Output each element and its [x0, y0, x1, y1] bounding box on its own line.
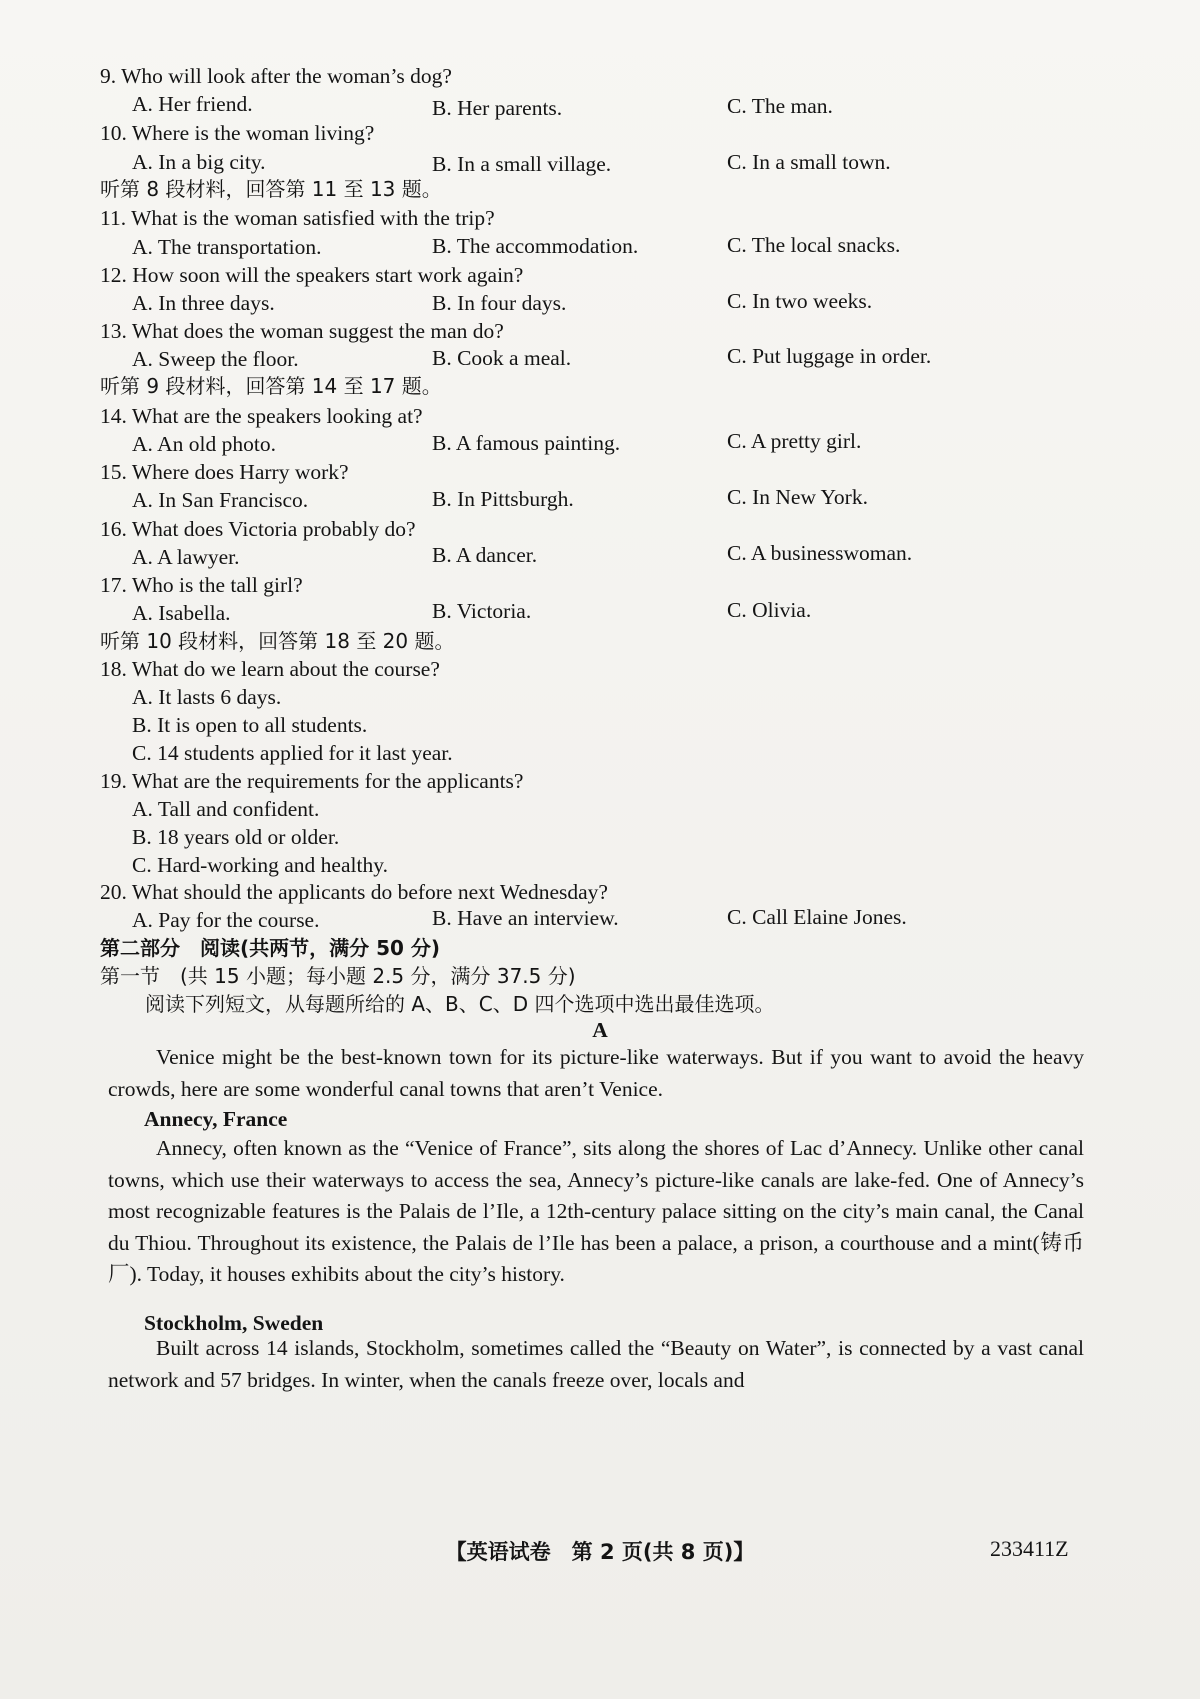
option-b: B. In four days.: [432, 291, 567, 315]
question-stem: 14. What are the speakers looking at?: [100, 404, 423, 428]
option-a: A. It lasts 6 days.: [132, 685, 282, 709]
option-a: A. In three days.: [132, 291, 275, 315]
option-a: A. Pay for the course.: [132, 908, 320, 932]
option-b: B. The accommodation.: [432, 234, 639, 258]
page-footer: 【英语试卷 第 2 页(共 8 页)】: [445, 1540, 755, 1564]
option-a: A. Her friend.: [132, 92, 253, 116]
section-heading: 听第 10 段材料，回答第 18 至 20 题。: [100, 629, 455, 653]
option-c: C. The man.: [727, 94, 833, 118]
option-a: A. The transportation.: [132, 235, 322, 259]
subheading-annecy: Annecy, France: [144, 1107, 288, 1131]
option-c: C. Call Elaine Jones.: [727, 905, 907, 929]
paper-code: 233411Z: [990, 1536, 1069, 1561]
option-c: C. Hard-working and healthy.: [132, 853, 388, 877]
paragraph: Annecy, often known as the “Venice of France”, sits along the shores of Lac d’Annecy. Unlike other canal towns, which use their waterways to access the sea, Annecy’s picture-like canals are lake-fed. One of Annecy’s most recognizable features is the Palais de l’Ile, a 12th-century palace sitting on the city’s main canal, the Canal du Thiou. Throughout its existence, the Palais de l’Ile has been a palace, a prison, a courthouse and a mint(铸币厂). Today, it houses exhibits about the city’s history.: [108, 1136, 1084, 1286]
option-b: B. Her parents.: [432, 96, 563, 120]
question-stem: 9. Who will look after the woman’s dog?: [100, 64, 452, 88]
option-c: C. Put luggage in order.: [727, 344, 932, 368]
passage-label: A: [592, 1018, 608, 1042]
question-stem: 16. What does Victoria probably do?: [100, 517, 416, 541]
option-b: B. It is open to all students.: [132, 713, 368, 737]
option-a: A. An old photo.: [132, 432, 276, 456]
question-stem: 12. How soon will the speakers start work again?: [100, 263, 524, 287]
option-b: B. Cook a meal.: [432, 346, 572, 370]
option-c: C. Olivia.: [727, 598, 812, 622]
instruction-text: 阅读下列短文，从每题所给的 A、B、C、D 四个选项中选出最佳选项。: [145, 992, 775, 1016]
passage-intro: [108, 1042, 1084, 1105]
part-heading: 第二部分 阅读(共两节，满分 50 分): [100, 936, 441, 960]
question-stem: 15. Where does Harry work?: [100, 460, 349, 484]
subheading-stockholm: Stockholm, Sweden: [144, 1311, 324, 1335]
option-b: B. Have an interview.: [432, 906, 619, 930]
option-c: C. In two weeks.: [727, 289, 873, 313]
option-b: B. In a small village.: [432, 152, 612, 176]
paragraph: Built across 14 islands, Stockholm, sometimes called the “Beauty on Water”, is connected by a vast canal network and 57 bridges. In winter, when the canals freeze over, locals and: [108, 1336, 1084, 1392]
option-b: B. In Pittsburgh.: [432, 487, 574, 511]
question-stem: 10. Where is the woman living?: [100, 121, 375, 145]
question-stem: 11. What is the woman satisfied with the trip?: [100, 206, 495, 230]
section-heading: 听第 8 段材料，回答第 11 至 13 题。: [100, 177, 442, 201]
option-c: C. In a small town.: [727, 150, 891, 174]
option-a: A. Tall and confident.: [132, 797, 320, 821]
question-stem: 17. Who is the tall girl?: [100, 573, 303, 597]
option-c: C. A pretty girl.: [727, 429, 862, 453]
option-c: C. In New York.: [727, 485, 868, 509]
option-c: C. The local snacks.: [727, 233, 901, 257]
section-heading: 听第 9 段材料，回答第 14 至 17 题。: [100, 374, 442, 398]
option-b: B. Victoria.: [432, 599, 532, 623]
section-heading: 第一节 (共 15 小题；每小题 2.5 分，满分 37.5 分): [100, 964, 576, 988]
question-stem: 20. What should the applicants do before next Wednesday?: [100, 880, 608, 904]
option-a: A. Isabella.: [132, 601, 231, 625]
paragraph: Venice might be the best-known town for its picture-like waterways. But if you want to avoid the heavy crowds, here are some wonderful canal towns that aren’t Venice.: [108, 1045, 1084, 1101]
option-b: B. A dancer.: [432, 543, 538, 567]
option-b: B. A famous painting.: [432, 431, 621, 455]
annecy-section: [108, 1133, 1084, 1291]
option-a: A. Sweep the floor.: [132, 347, 299, 371]
stockholm-section: [108, 1333, 1084, 1396]
question-stem: 13. What does the woman suggest the man do?: [100, 319, 504, 343]
question-stem: 19. What are the requirements for the applicants?: [100, 769, 524, 793]
option-b: B. 18 years old or older.: [132, 825, 340, 849]
question-stem: 18. What do we learn about the course?: [100, 657, 440, 681]
option-c: C. A businesswoman.: [727, 541, 913, 565]
option-a: A. In San Francisco.: [132, 488, 309, 512]
option-c: C. 14 students applied for it last year.: [132, 741, 453, 765]
option-a: A. In a big city.: [132, 150, 266, 174]
option-a: A. A lawyer.: [132, 545, 240, 569]
